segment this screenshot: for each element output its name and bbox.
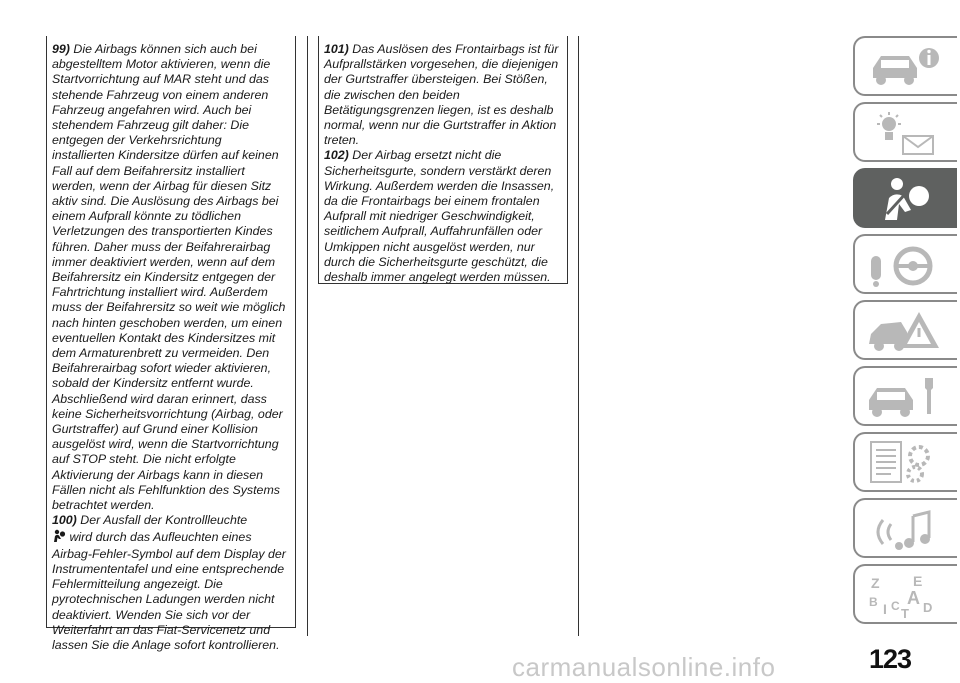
warning-lights-icon — [867, 110, 947, 156]
note-text: Der Airbag ersetzt nicht die Sicherheitsgurte, sondern verstärkt deren Wirkung. Außerdem werden die Insassen, da die Frontairbags bei einem frontalen Aufprall mit niedriger Geschwindigkeit, seitlichem Aufprall, Auffahrunfällen oder Umkippen nicht ausgelöst werden, nur durch die Sicherheitsgurte geschützt, die deshalb immer angelegt werden müssen. — [324, 148, 555, 285]
tab-safety[interactable] — [853, 168, 957, 228]
index-icon — [867, 572, 947, 618]
tab-multimedia[interactable] — [853, 498, 957, 558]
index-letter: C — [891, 599, 900, 613]
note-text: Der Ausfall der Kontrollleuchte — [80, 513, 248, 528]
technical-data-icon — [867, 440, 947, 486]
note-101 — [324, 42, 559, 148]
index-letter: I — [883, 601, 887, 617]
notes-column-right — [318, 36, 568, 284]
car-accident-icon — [867, 308, 947, 354]
tab-technical-data[interactable] — [853, 432, 957, 492]
tab-maintenance[interactable] — [853, 366, 957, 426]
note-text: wird durch das Aufleuchten eines Airbag-Fehler-Symbol auf dem Display der Instrumententafel und eine entsprechende Fehlermitteilung angezeigt. Die pyrotechnischen Ladungen werden nicht deaktiviert. Wenden Sie sich vor der Weiterfahrt an das Fiat-Servicenetz und lassen Sie die Anlage sofort kontrollieren. — [52, 529, 286, 652]
watermark: carmanualsonline.info — [512, 652, 776, 682]
tab-index[interactable] — [853, 564, 957, 624]
notes-column-left — [46, 36, 296, 652]
note-text: Das Auslösen des Frontairbags ist für Aufprallstärken vorgesehen, die diejenigen der Gurtstraffer übersteigen. Bei Stößen, die zwischen den beiden Betätigungsgrenzen liegen, ist es deshalb normal, wenn nur die Gurtstraffer in Aktion treten. — [324, 42, 559, 148]
note-number: 102) — [324, 148, 349, 163]
tab-starting-driving[interactable] — [853, 234, 957, 294]
index-letter: Z — [871, 575, 880, 591]
column-divider — [307, 36, 308, 636]
tab-warning-lights[interactable] — [853, 102, 957, 162]
car-maintenance-icon — [867, 374, 947, 420]
note-number: 101) — [324, 42, 349, 56]
index-letter: D — [923, 600, 933, 615]
note-99 — [52, 42, 287, 513]
index-letter: A — [907, 588, 920, 608]
note-100 — [52, 513, 287, 653]
car-info-icon — [867, 44, 947, 90]
note-number: 99) — [52, 42, 70, 56]
note-text: Die Airbags können sich auch bei abgestelltem Motor aktivieren, wenn die Startvorrichtung auf MAR steht und das stehende Fahrzeug von einem anderen Fahrzeug angefahren wird. Auch bei stehendem Fahrzeug gilt daher: Die entgegen der Verkehrsrichtung installierten Kindersitze dürfen auf keinen Fall auf dem Beifahrersitz installiert werden, wenn der Airbag für diesen Sitz aktiv sind. Die Auslösung des Airbags bei einem Aufprall könnte zu tödlichen Verletzungen des transportierten Kindes führen. Daher muss der Beifahrerairbag immer deaktiviert werden, wenn auf dem Beifahrersitz ein Kindersitz entgegen der Fahrtrichtung installiert wird. Außerdem muss der Beifahrersitz so weit wie möglich nach hinten geschoben werden, um einen eventuellen Kontakt des Kindersitzes mit dem Armaturenbrett zu vermeiden. Den Beifahrerairbag sofort wieder aktivieren, sobald der Kindersitz entfernt wurde. Abschließend wird daran erinnert, dass keine Sicherheitsvorrichtung (Airbag, oder Gurtstraffer) auf Grund einer Kollision ausgelöst wird, wenn die Startvorrichtung auf STOP steht. Die nicht erfolgte Aktivierung der Airbags kann in diesen Fällen nicht als Fehlfunktion des Systems betrachtet werden. — [52, 42, 286, 513]
column-divider — [578, 36, 579, 636]
key-steering-wheel-icon — [867, 242, 947, 288]
multimedia-icon — [867, 506, 947, 552]
note-number: 100) — [52, 513, 77, 528]
index-letter: B — [869, 595, 878, 609]
airbag-warning-icon — [52, 529, 66, 547]
index-letter: T — [901, 606, 909, 618]
index-letter: E — [913, 573, 923, 589]
note-102 — [324, 148, 559, 285]
tab-car-info[interactable] — [853, 36, 957, 96]
seatbelt-airbag-icon — [867, 176, 947, 222]
page-number: 123 — [869, 644, 912, 674]
tab-emergency[interactable] — [853, 300, 957, 360]
